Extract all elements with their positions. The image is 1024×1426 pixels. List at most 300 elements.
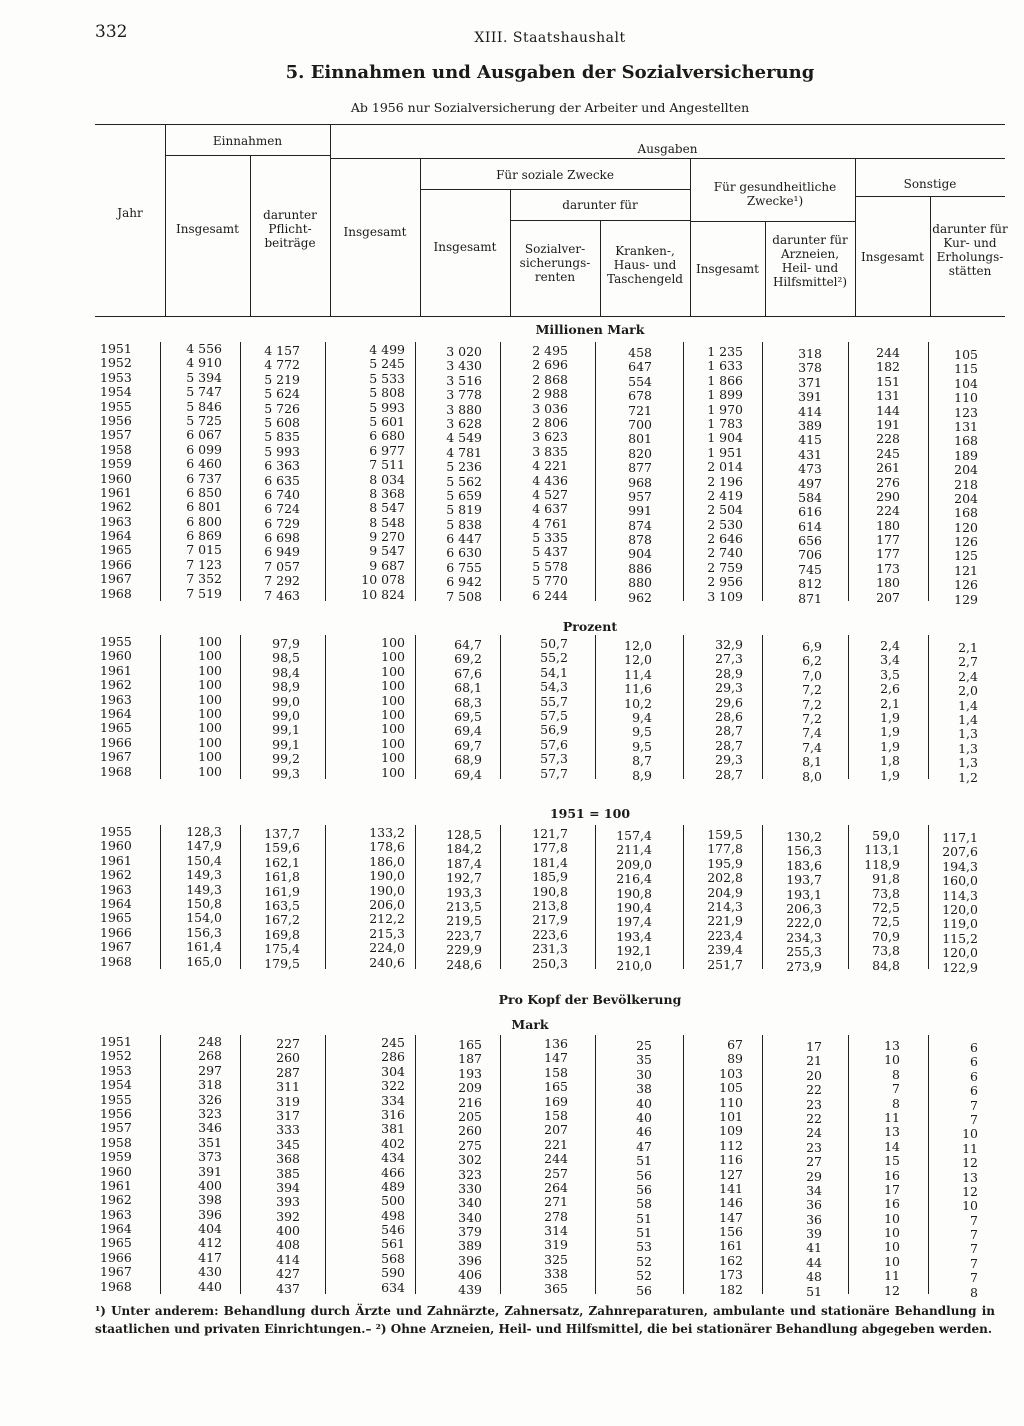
table-cell: 2 495 xyxy=(532,343,568,358)
table-cell: 326 xyxy=(198,1091,222,1107)
year-cell: 1962 xyxy=(100,1192,132,1208)
table-cell: 466 xyxy=(381,1164,405,1180)
table-cell: 5 993 xyxy=(369,399,405,415)
table-cell: 278 xyxy=(544,1208,568,1224)
table-cell: 6 698 xyxy=(264,530,300,546)
table-cell: 7 123 xyxy=(186,556,222,572)
table-cell: 100 xyxy=(198,734,222,750)
table-cell: 24 xyxy=(806,1125,822,1141)
table-cell: 264 xyxy=(544,1179,568,1195)
table-cell: 144 xyxy=(876,402,900,418)
table-cell: 141 xyxy=(719,1180,743,1196)
table-cell: 7 511 xyxy=(369,457,405,473)
table-cell: 647 xyxy=(628,359,652,375)
table-cell: 160,0 xyxy=(942,873,978,889)
table-cell: 105 xyxy=(954,347,978,362)
table-cell: 381 xyxy=(381,1121,405,1137)
table-cell: 2 530 xyxy=(707,516,743,532)
table-cell: 568 xyxy=(381,1250,405,1266)
table-cell: 4 556 xyxy=(186,341,222,356)
table-cell: 67 xyxy=(727,1037,743,1052)
table-cell: 216,4 xyxy=(616,871,652,887)
table-cell: 10 xyxy=(962,1126,978,1142)
table-cell: 8,7 xyxy=(632,753,652,769)
table-cell: 189 xyxy=(954,447,978,463)
table-cell: 394 xyxy=(276,1179,300,1195)
year-cell: 1965 xyxy=(100,542,132,558)
table-cell: 389 xyxy=(458,1238,482,1254)
table-cell: 234,3 xyxy=(786,929,822,945)
data-column xyxy=(152,1035,222,1294)
table-cell: 408 xyxy=(276,1237,300,1253)
table-cell: 6 800 xyxy=(186,513,222,529)
table-cell: 12,0 xyxy=(624,638,652,653)
year-cell: 1962 xyxy=(100,677,132,693)
table-cell: 398 xyxy=(198,1192,222,1208)
data-column xyxy=(830,639,900,783)
table-cell: 968 xyxy=(628,474,652,490)
table-cell: 5 993 xyxy=(264,443,300,459)
table-cell: 30 xyxy=(636,1066,652,1082)
table-cell: 721 xyxy=(628,402,652,418)
table-cell: 21 xyxy=(806,1053,822,1069)
table-cell: 6 630 xyxy=(446,545,482,561)
table-cell: 437 xyxy=(276,1280,300,1296)
table-cell: 156,3 xyxy=(786,843,822,859)
table-cell: 391 xyxy=(198,1163,222,1179)
table-cell: 6 801 xyxy=(186,499,222,515)
table-cell: 7,2 xyxy=(802,682,822,698)
year-cell: 1961 xyxy=(100,484,132,500)
table-cell: 5 808 xyxy=(369,385,405,401)
data-column xyxy=(230,1037,300,1296)
table-cell: 3 109 xyxy=(707,588,743,604)
table-cell: 32,9 xyxy=(715,637,743,652)
year-cell: 1964 xyxy=(100,895,132,911)
table-cell: 962 xyxy=(628,589,652,605)
table-cell: 317 xyxy=(276,1107,300,1123)
table-cell: 365 xyxy=(544,1280,568,1296)
table-cell: 10 xyxy=(884,1052,900,1068)
table-cell: 2 759 xyxy=(707,559,743,575)
table-cell: 812 xyxy=(798,576,822,592)
table-cell: 157,4 xyxy=(616,828,652,843)
table-cell: 98,5 xyxy=(272,650,300,666)
table-cell: 5 608 xyxy=(264,414,300,430)
table-cell: 3 628 xyxy=(446,415,482,431)
table-cell: 100 xyxy=(381,735,405,751)
year-cell: 1968 xyxy=(100,1278,132,1294)
table-cell: 5 601 xyxy=(369,413,405,429)
table-cell: 700 xyxy=(628,416,652,432)
table-cell: 1 970 xyxy=(707,401,743,417)
table-cell: 878 xyxy=(628,532,652,548)
table-cell: 245 xyxy=(381,1035,405,1050)
table-cell: 35 xyxy=(636,1052,652,1068)
table-cell: 10 xyxy=(884,1253,900,1269)
table-cell: 56 xyxy=(636,1181,652,1197)
table-cell: 5 394 xyxy=(186,369,222,385)
table-cell: 5 624 xyxy=(264,386,300,402)
year-column xyxy=(100,1035,150,1294)
table-cell: 5 770 xyxy=(532,573,568,589)
table-cell: 9 270 xyxy=(369,529,405,545)
table-cell: 880 xyxy=(628,575,652,591)
table-cell: 1 633 xyxy=(707,358,743,374)
year-cell: 1955 xyxy=(100,634,132,649)
table-cell: 165 xyxy=(458,1037,482,1052)
table-cell: 207,6 xyxy=(942,844,978,860)
table-cell: 8,1 xyxy=(802,754,822,770)
table-cell: 1 235 xyxy=(707,344,743,359)
table-cell: 69,4 xyxy=(454,766,482,782)
table-cell: 130,2 xyxy=(786,829,822,844)
data-column xyxy=(908,641,978,785)
table-cell: 128,3 xyxy=(186,824,222,839)
table-cell: 2 196 xyxy=(707,473,743,489)
table-cell: 41 xyxy=(806,1240,822,1256)
data-column xyxy=(412,1038,482,1297)
table-cell: 9 547 xyxy=(369,543,405,559)
data-column xyxy=(582,829,652,973)
table-cell: 72,5 xyxy=(872,914,900,930)
year-cell: 1960 xyxy=(100,838,132,854)
table-cell: 3 623 xyxy=(532,429,568,445)
table-cell: 175,4 xyxy=(264,941,300,957)
header-renten: Sozialver-sicherungs-renten xyxy=(519,242,591,284)
table-cell: 126 xyxy=(954,534,978,550)
table-cell: 322 xyxy=(381,1078,405,1094)
data-column xyxy=(230,344,300,603)
table-cell: 7 xyxy=(970,1097,978,1113)
year-cell: 1952 xyxy=(100,355,132,371)
table-cell: 23 xyxy=(806,1139,822,1155)
table-cell: 1,3 xyxy=(958,726,978,742)
table-cell: 214,3 xyxy=(707,898,743,914)
table-cell: 29,3 xyxy=(715,752,743,768)
table-cell: 957 xyxy=(628,488,652,504)
data-column xyxy=(673,828,743,972)
section-label: Millionen Mark xyxy=(535,322,645,337)
table-cell: 340 xyxy=(458,1209,482,1225)
year-cell: 1952 xyxy=(100,1048,132,1064)
table-cell: 119,0 xyxy=(942,916,978,932)
table-cell: 6 xyxy=(970,1068,978,1084)
table-cell: 168 xyxy=(954,433,978,449)
table-cell: 177,8 xyxy=(532,840,568,856)
table-cell: 67,6 xyxy=(454,665,482,681)
data-column xyxy=(752,347,822,606)
table-cell: 126 xyxy=(954,577,978,593)
table-cell: 4 436 xyxy=(532,472,568,488)
year-cell: 1967 xyxy=(100,571,132,587)
table-cell: 248 xyxy=(198,1034,222,1049)
data-column xyxy=(752,830,822,974)
table-cell: 151 xyxy=(876,373,900,389)
year-cell: 1966 xyxy=(100,924,132,940)
table-cell: 6 xyxy=(970,1083,978,1099)
year-cell: 1960 xyxy=(100,470,132,486)
table-cell: 47 xyxy=(636,1138,652,1154)
table-cell: 431 xyxy=(798,446,822,462)
table-cell: 8 xyxy=(970,1284,978,1300)
table-cell: 91,8 xyxy=(872,871,900,887)
table-cell: 6 949 xyxy=(264,544,300,560)
table-cell: 182 xyxy=(876,359,900,375)
table-cell: 3 036 xyxy=(532,400,568,416)
table-cell: 147 xyxy=(544,1050,568,1066)
year-cell: 1960 xyxy=(100,648,132,664)
table-cell: 489 xyxy=(381,1178,405,1194)
table-cell: 179,5 xyxy=(264,955,300,971)
table-cell: 427 xyxy=(276,1266,300,1282)
table-cell: 52 xyxy=(636,1253,652,1269)
year-cell: 1966 xyxy=(100,1249,132,1265)
table-cell: 275 xyxy=(458,1137,482,1153)
table-cell: 251,7 xyxy=(707,956,743,972)
table-cell: 10 xyxy=(884,1239,900,1255)
data-column xyxy=(412,638,482,782)
table-cell: 6,9 xyxy=(802,639,822,654)
table-cell: 69,7 xyxy=(454,737,482,753)
table-cell: 115 xyxy=(954,361,978,377)
year-cell: 1961 xyxy=(100,852,132,868)
table-cell: 678 xyxy=(628,388,652,404)
table-cell: 190,8 xyxy=(532,883,568,899)
table-cell: 129 xyxy=(954,591,978,607)
table-cell: 210,0 xyxy=(616,957,652,973)
table-cell: 98,9 xyxy=(272,679,300,695)
page-number: 332 xyxy=(95,22,128,42)
table-cell: 5 578 xyxy=(532,558,568,574)
header-sonstige: Sonstige xyxy=(903,177,957,191)
table-cell: 182 xyxy=(719,1281,743,1297)
table-cell: 181,4 xyxy=(532,854,568,870)
table-cell: 16 xyxy=(884,1167,900,1183)
table-cell: 2,7 xyxy=(958,654,978,670)
year-cell: 1961 xyxy=(100,1177,132,1193)
table-cell: 100 xyxy=(198,705,222,721)
table-cell: 161,8 xyxy=(264,869,300,885)
year-column xyxy=(100,825,150,969)
table-cell: 161,9 xyxy=(264,883,300,899)
table-cell: 69,2 xyxy=(454,651,482,667)
table-cell: 195,9 xyxy=(707,855,743,871)
table-cell: 224,0 xyxy=(369,940,405,956)
header-gesund-insgesamt: Insgesamt xyxy=(696,262,759,276)
section-label: Prozent xyxy=(562,619,618,634)
data-column xyxy=(582,639,652,783)
data-column xyxy=(830,829,900,973)
year-cell: 1964 xyxy=(100,705,132,721)
table-cell: 7 xyxy=(892,1081,900,1097)
table-cell: 1,4 xyxy=(958,697,978,713)
table-cell: 28,7 xyxy=(715,723,743,739)
table-cell: 121,7 xyxy=(532,826,568,841)
table-cell: 103 xyxy=(719,1065,743,1081)
table-cell: 4 157 xyxy=(264,343,300,358)
section-label: Pro Kopf der Bevölkerung xyxy=(498,992,682,1007)
table-cell: 4 761 xyxy=(532,515,568,531)
table-cell: 150,8 xyxy=(186,895,222,911)
table-cell: 84,8 xyxy=(872,957,900,973)
table-cell: 248,6 xyxy=(446,956,482,972)
table-cell: 371 xyxy=(798,374,822,390)
table-cell: 101 xyxy=(719,1108,743,1124)
table-cell: 1,9 xyxy=(880,724,900,740)
table-cell: 99,1 xyxy=(272,736,300,752)
year-cell: 1959 xyxy=(100,456,132,472)
table-cell: 2 419 xyxy=(707,487,743,503)
table-cell: 10 824 xyxy=(361,586,405,602)
table-cell: 169,8 xyxy=(264,926,300,942)
table-cell: 100 xyxy=(381,649,405,665)
table-cell: 28,6 xyxy=(715,708,743,724)
table-cell: 546 xyxy=(381,1222,405,1238)
year-cell: 1957 xyxy=(100,1120,132,1136)
table-cell: 158 xyxy=(544,1107,568,1123)
table-cell: 745 xyxy=(798,561,822,577)
table-cell: 121 xyxy=(954,562,978,578)
table-cell: 2,6 xyxy=(880,681,900,697)
table-cell: 177,8 xyxy=(707,841,743,857)
table-cell: 7,4 xyxy=(802,739,822,755)
table-cell: 100 xyxy=(381,663,405,679)
table-cell: 2,4 xyxy=(880,638,900,653)
table-cell: 70,9 xyxy=(872,928,900,944)
table-cell: 221,9 xyxy=(707,913,743,929)
table-cell: 5 245 xyxy=(369,356,405,372)
table-cell: 3 516 xyxy=(446,372,482,388)
table-cell: 59,0 xyxy=(872,828,900,843)
table-cell: 6 635 xyxy=(264,472,300,488)
table-cell: 128,5 xyxy=(446,827,482,842)
table-cell: 104 xyxy=(954,375,978,391)
table-cell: 131 xyxy=(876,388,900,404)
table-cell: 58 xyxy=(636,1196,652,1212)
table-cell: 6 067 xyxy=(186,427,222,443)
table-cell: 184,2 xyxy=(446,841,482,857)
table-cell: 206,3 xyxy=(786,900,822,916)
header-soziale-insgesamt: Insgesamt xyxy=(433,240,497,254)
table-cell: 123 xyxy=(954,404,978,420)
table-cell: 412 xyxy=(198,1235,222,1251)
table-cell: 1,8 xyxy=(880,753,900,769)
table-cell: 110 xyxy=(954,390,978,406)
year-cell: 1967 xyxy=(100,749,132,765)
table-cell: 209,0 xyxy=(616,856,652,872)
table-cell: 122,9 xyxy=(942,959,978,975)
table-cell: 194,3 xyxy=(942,858,978,874)
header-gesundheitliche-zwecke: Für gesundheitliche Zwecke¹) xyxy=(713,180,837,208)
table-cell: 150,4 xyxy=(186,852,222,868)
year-cell: 1957 xyxy=(100,427,132,443)
data-column xyxy=(498,637,568,781)
table-cell: 120,0 xyxy=(942,945,978,961)
table-cell: 55,2 xyxy=(540,650,568,666)
table-cell: 2,4 xyxy=(958,668,978,684)
table-cell: 656 xyxy=(798,533,822,549)
header-einnahmen: Einnahmen xyxy=(212,134,283,148)
data-column xyxy=(908,1041,978,1300)
table-cell: 100 xyxy=(198,677,222,693)
table-cell: 4 221 xyxy=(532,458,568,474)
table-cell: 5 659 xyxy=(446,487,482,503)
table-cell: 114,3 xyxy=(942,887,978,903)
table-cell: 1,9 xyxy=(880,738,900,754)
table-cell: 57,3 xyxy=(540,751,568,767)
table-cell: 7 015 xyxy=(186,542,222,558)
table-cell: 156,3 xyxy=(186,924,222,940)
table-cell: 100 xyxy=(381,750,405,766)
table-cell: 1,9 xyxy=(880,709,900,725)
table-cell: 10 xyxy=(884,1210,900,1226)
table-cell: 89 xyxy=(727,1051,743,1067)
table-cell: 165 xyxy=(544,1079,568,1095)
table-cell: 404 xyxy=(198,1221,222,1237)
table-cell: 7 xyxy=(970,1255,978,1271)
table-cell: 197,4 xyxy=(616,914,652,930)
table-cell: 991 xyxy=(628,503,652,519)
table-cell: 318 xyxy=(798,346,822,361)
table-cell: 222,0 xyxy=(786,915,822,931)
table-cell: 180 xyxy=(876,517,900,533)
table-cell: 10 xyxy=(884,1225,900,1241)
data-column xyxy=(673,345,743,604)
table-cell: 190,8 xyxy=(616,885,652,901)
table-cell: 193,1 xyxy=(786,886,822,902)
header-ausgaben: Ausgaben xyxy=(637,142,698,156)
table-cell: 6 460 xyxy=(186,456,222,472)
data-column xyxy=(498,344,568,603)
table-cell: 40 xyxy=(636,1095,652,1111)
table-cell: 330 xyxy=(458,1180,482,1196)
year-cell: 1958 xyxy=(100,1134,132,1150)
table-cell: 244 xyxy=(544,1151,568,1167)
table-cell: 706 xyxy=(798,547,822,563)
table-cell: 2 956 xyxy=(707,574,743,590)
table-cell: 100 xyxy=(198,634,222,649)
table-cell: 154,0 xyxy=(186,910,222,926)
table-cell: 7 xyxy=(970,1212,978,1228)
table-cell: 12 xyxy=(962,1183,978,1199)
table-cell: 161 xyxy=(719,1238,743,1254)
table-cell: 185,9 xyxy=(532,869,568,885)
table-cell: 7,0 xyxy=(802,667,822,683)
year-cell: 1963 xyxy=(100,881,132,897)
table-cell: 1,3 xyxy=(958,740,978,756)
table-cell: 260 xyxy=(276,1050,300,1066)
table-cell: 1,3 xyxy=(958,755,978,771)
table-cell: 7 463 xyxy=(264,587,300,603)
table-cell: 40 xyxy=(636,1109,652,1125)
table-cell: 389 xyxy=(798,417,822,433)
table-cell: 458 xyxy=(628,345,652,360)
table-cell: 217,9 xyxy=(532,912,568,928)
table-cell: 2 696 xyxy=(532,357,568,373)
data-column xyxy=(752,640,822,784)
table-cell: 13 xyxy=(962,1169,978,1185)
table-cell: 8 xyxy=(892,1066,900,1082)
table-cell: 1,9 xyxy=(880,767,900,783)
table-cell: 100 xyxy=(381,706,405,722)
table-cell: 186,0 xyxy=(369,853,405,869)
table-cell: 38 xyxy=(636,1081,652,1097)
table-cell: 871 xyxy=(798,590,822,606)
table-cell: 400 xyxy=(276,1223,300,1239)
table-cell: 51 xyxy=(636,1210,652,1226)
table-cell: 100 xyxy=(198,720,222,736)
